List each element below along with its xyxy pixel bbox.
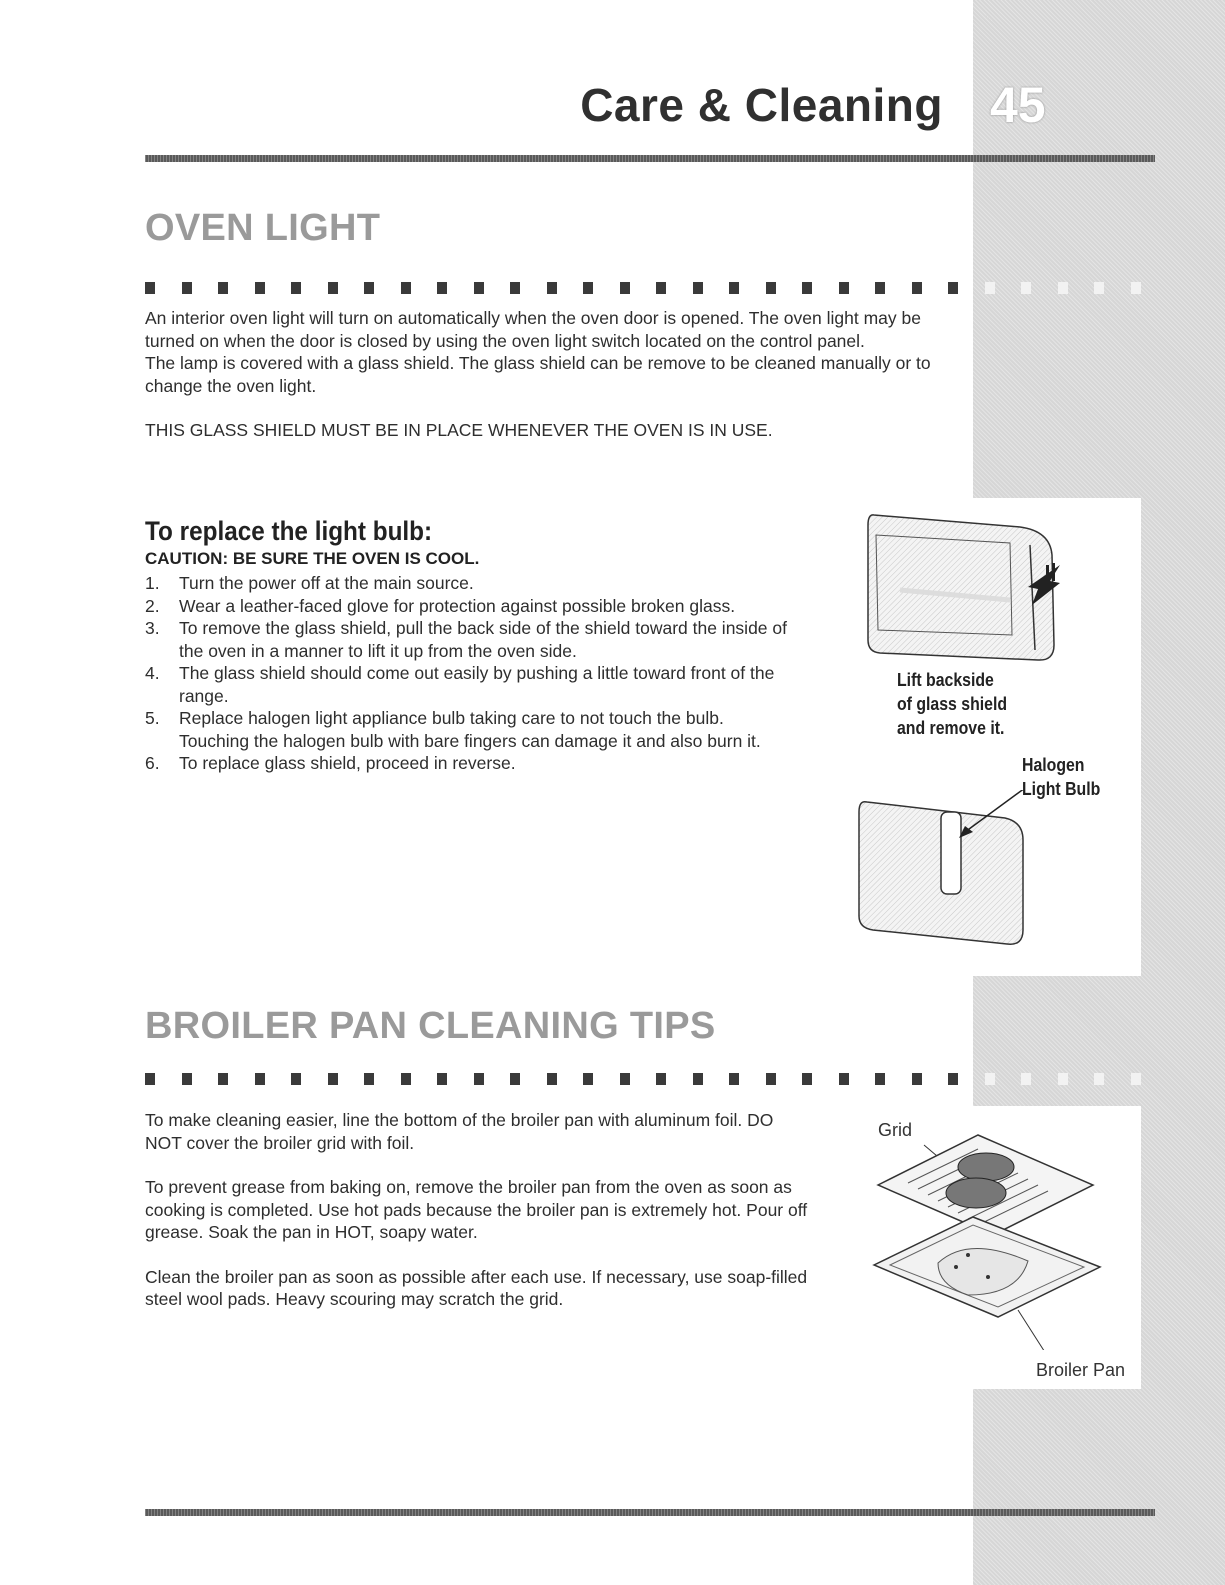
divider-dot	[255, 1073, 265, 1085]
figure-caption-grid: Grid	[878, 1120, 913, 1140]
divider-dot	[474, 1073, 484, 1085]
divider-dot	[437, 1073, 447, 1085]
divider-dot	[547, 282, 557, 294]
divider-dot	[729, 282, 739, 294]
list-item: 3. To remove the glass shield, pull the back side of the shield toward the inside of the oven in a manner to lift it up from the oven side.	[145, 618, 787, 661]
divider-dot	[1021, 1073, 1031, 1085]
figure-caption-pan: Broiler Pan	[1036, 1360, 1126, 1380]
oven-light-intro	[145, 307, 945, 442]
divider-dot	[656, 1073, 666, 1085]
figure-caption-bulb: Halogen Light Bulb	[1022, 755, 1101, 799]
divider-dot	[1131, 282, 1141, 294]
divider-dot	[875, 1073, 885, 1085]
divider-dot	[875, 282, 885, 294]
divider-dot	[985, 282, 995, 294]
top-rule	[145, 155, 1155, 162]
divider-dot	[948, 282, 958, 294]
divider-dot	[693, 1073, 703, 1085]
divider-dot	[620, 282, 630, 294]
list-item: 1. Turn the power off at the main source.	[145, 573, 474, 593]
divider-dot	[948, 1073, 958, 1085]
divider-dot	[547, 1073, 557, 1085]
divider-dot	[218, 1073, 228, 1085]
divider-dot	[364, 282, 374, 294]
divider-dot	[364, 1073, 374, 1085]
divider-dot	[839, 282, 849, 294]
divider-dot	[766, 1073, 776, 1085]
glass-shield-illustration	[860, 505, 1070, 670]
list-item: 5. Replace halogen light appliance bulb taking care to not touch the bulb. Touching the halogen bulb with bare fingers can damage it and also burn it.	[145, 708, 761, 751]
divider-dot	[912, 1073, 922, 1085]
divider-dot	[218, 282, 228, 294]
paragraph: Clean the broiler pan as soon as possible after each use. If necessary, use soap-filled steel wool pads. Heavy scouring may scratch the grid.	[145, 1266, 808, 1309]
paragraph: The lamp is covered with a glass shield. The glass shield can be remove to be cleaned manually or to change the oven light.	[145, 353, 931, 396]
divider-dot	[583, 1073, 593, 1085]
list-item: 4. The glass shield should come out easily by pushing a little toward front of the range.	[145, 663, 775, 706]
divider-dot	[182, 1073, 192, 1085]
divider-dot	[291, 282, 301, 294]
section-title-oven-light: OVEN LIGHT	[145, 207, 381, 249]
dot-divider	[145, 282, 1165, 294]
divider-dot	[401, 282, 411, 294]
divider-dot	[802, 1073, 812, 1085]
divider-dot	[1131, 1073, 1141, 1085]
caution-text: CAUTION: BE SURE THE OVEN IS COOL.	[145, 549, 480, 568]
section-title-broiler: BROILER PAN CLEANING TIPS	[145, 1005, 716, 1047]
divider-dot	[766, 282, 776, 294]
divider-dot	[656, 282, 666, 294]
divider-dot	[912, 282, 922, 294]
divider-dot	[729, 1073, 739, 1085]
divider-dot	[693, 282, 703, 294]
divider-dot	[510, 1073, 520, 1085]
divider-dot	[1021, 282, 1031, 294]
divider-dot	[620, 1073, 630, 1085]
divider-dot	[328, 282, 338, 294]
divider-dot	[802, 282, 812, 294]
dot-divider	[145, 1073, 1165, 1085]
divider-dot	[583, 282, 593, 294]
paragraph: To prevent grease from baking on, remove the broiler pan from the oven as soon as cooking is completed. Use hot pads because the broiler pan is extremely hot. Pour off grease. Soak the pan in HOT, soapy water.	[145, 1177, 808, 1242]
list-item: 6. To replace glass shield, proceed in reverse.	[145, 753, 516, 773]
replace-steps	[145, 572, 795, 775]
divider-dot	[1058, 1073, 1068, 1085]
divider-dot	[474, 282, 484, 294]
divider-dot	[291, 1073, 301, 1085]
page-title: Care & Cleaning	[580, 79, 943, 131]
divider-dot	[255, 282, 265, 294]
paragraph: An interior oven light will turn on automatically when the oven door is opened. The oven light may be turned on when the door is closed by using the oven light switch located on the control panel.	[145, 308, 921, 351]
divider-dot	[145, 282, 155, 294]
divider-dot	[510, 282, 520, 294]
halogen-bulb-illustration	[855, 790, 1035, 950]
bottom-rule	[145, 1509, 1155, 1516]
broiler-pan-illustration	[868, 1125, 1108, 1350]
divider-dot	[437, 282, 447, 294]
divider-dot	[985, 1073, 995, 1085]
divider-dot	[328, 1073, 338, 1085]
paragraph: THIS GLASS SHIELD MUST BE IN PLACE WHENEVER THE OVEN IS IN USE.	[145, 420, 773, 440]
divider-dot	[1094, 282, 1104, 294]
page-number: 45	[990, 77, 1046, 133]
replace-bulb-title: To replace the light bulb:	[145, 516, 433, 546]
figure-caption-lift: Lift backside of glass shield and remove it.	[897, 670, 1008, 738]
divider-dot	[182, 282, 192, 294]
list-item: 2. Wear a leather-faced glove for protection against possible broken glass.	[145, 595, 736, 616]
broiler-tips	[145, 1109, 810, 1311]
divider-dot	[1094, 1073, 1104, 1085]
paragraph: To make cleaning easier, line the bottom of the broiler pan with aluminum foil. DO NOT cover the broiler grid with foil.	[145, 1110, 774, 1153]
divider-dot	[1058, 282, 1068, 294]
divider-dot	[401, 1073, 411, 1085]
divider-dot	[839, 1073, 849, 1085]
divider-dot	[145, 1073, 155, 1085]
